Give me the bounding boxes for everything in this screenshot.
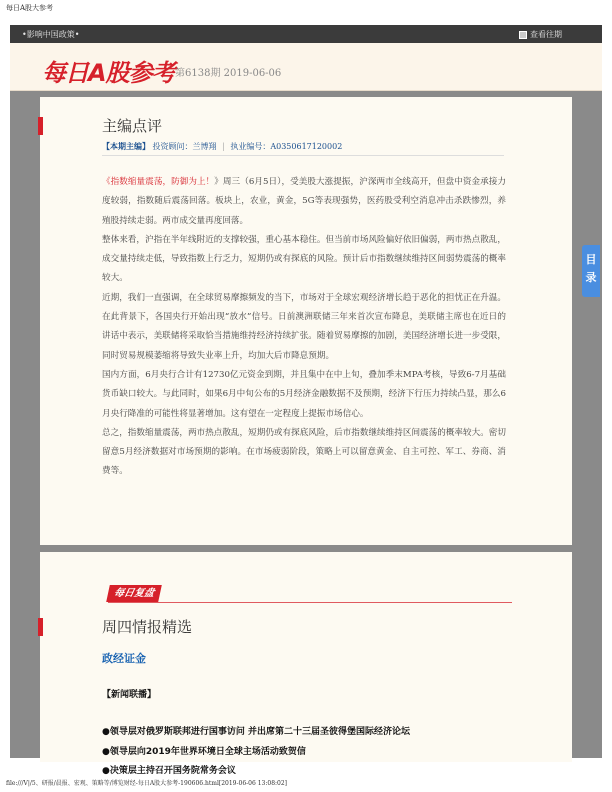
quote-open: 《 [102,177,111,187]
divider [102,155,504,156]
policy-tag: •影响中国政策• [22,30,80,39]
daily-review-panel [40,552,572,776]
editorial-body [102,173,506,482]
issue-info: 第6138期 2019-06-06 [175,68,282,79]
news-list [102,724,410,783]
list-item[interactable]: ●领导层对俄罗斯联邦进行国事访问 并出席第二十三届圣彼得堡国际经济论坛 [102,727,410,737]
paragraph-text: 》周三（6月5日），受美股大涨提振，沪深两市全线高开，但盘中资金承接力度较弱，指数随后震荡回落。板块上，农业，黄金，5G等表现强势，医药股受利空消息冲击杀跌惨烈，养殖股持续走弱。两市成交量再度回落。 [102,177,506,226]
banner [10,43,602,91]
toc-label-1: 目 [585,253,597,266]
byline-separator: | [222,142,225,151]
headline-highlight: 指数缩量震荡，防御为上！ [110,177,215,187]
daily-review-ribbon: 每日复盘 [106,585,162,602]
news-heading: 【新闻联播】 [102,690,157,700]
brand-logo: 每日A股参考 [42,59,175,87]
section-marker [38,618,43,636]
history-link[interactable] [519,29,562,40]
section-heading: 政经证金 [102,652,146,665]
history-link-label: 查看往期 [530,30,562,39]
advisor-name: 投资顾问：兰博翔 [152,142,217,151]
license-number: 执业编号：A0350617120002 [230,142,343,151]
paragraph: 总之，指数缩量震荡，两市热点散乱，短期仍或有探底风险，后市指数继续维持区间震荡的概率较大。密切留意5月经济数据对市场预期的影响。在市场疲弱阶段，策略上可以留意黄金、自主可控、军工、券商、消费等。 [102,427,506,477]
byline-label: 【本期主编】 [102,141,150,151]
section-marker [38,117,43,135]
paragraph: 国内方面，6月央行合计有12730亿元资金到期，并且集中在中上旬，叠加季末MPA考核，导致6-7月基础货币缺口较大。与此同时，如果6月中旬公布的5月经济金融数据不及预期，经济下行压力持续凸显，那么6月央行降准的可能性将显著增加。这有望在一定程度上提振市场信心。 [102,369,506,419]
list-item[interactable]: ●决策层主持召开国务院常务会议 [102,766,236,776]
paragraph [102,173,506,231]
list-item[interactable]: ●领导层向2019年世界环境日全球主场活动致贺信 [102,746,306,757]
paragraph: 整体来看，沪指在半年线附近的支撑较强，重心基本稳住。但当前市场风险偏好依旧偏弱，两市热点散乱，成交量持续走低，导致指数上行乏力，短期仍或有探底的风险。预计后市指数继续维持区间弱势震荡的概率较大。 [102,234,506,284]
editorial-panel [40,97,572,545]
daily-title: 周四情报精选 [102,618,193,636]
editorial-title: 主编点评 [102,117,163,135]
ribbon-line [108,602,512,603]
top-bar [10,25,602,43]
print-footer: file:///V|/5、研报/晨报、宏观、策略等/博览财经-每日A股大参考-190606.html[2019-06-06 13:08:02] [6,780,288,787]
page-frame [10,25,602,776]
byline [102,141,342,152]
print-header: 每日A股大参考 [6,4,54,12]
calendar-icon [519,31,527,39]
toc-button[interactable] [582,245,600,297]
toc-label-2: 录 [585,271,597,284]
paragraph: 近期，我们一直强调，在全球贸易摩擦频发的当下，市场对于全球宏观经济增长趋于恶化的担忧正在升温。在此背景下，各国央行开始出现“放水”信号。日前澳洲联储三年来首次宣布降息，美联储主席也在近日的讲话中表示，美联储将采取恰当措施维持经济持续扩张。随着贸易摩擦的加剧，美国经济增长进一步受限，同时贸易规模萎缩将导致失业率上升，均加大后市降息预期。 [102,292,506,361]
